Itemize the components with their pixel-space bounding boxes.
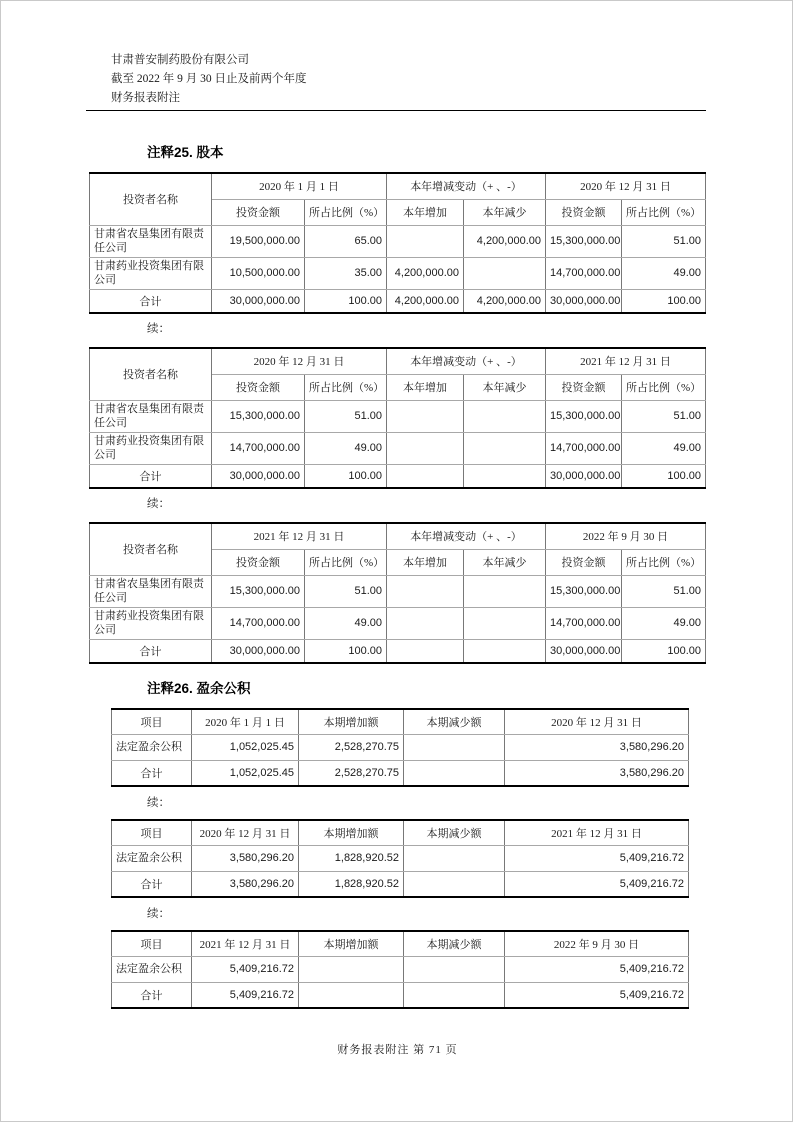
table-row bbox=[90, 257, 706, 289]
col-date-start: 2021 年 12 月 31 日 bbox=[212, 523, 387, 549]
table-row bbox=[90, 400, 706, 432]
table-cell bbox=[404, 982, 505, 1008]
table-cell: 100.00 bbox=[622, 639, 706, 663]
col-item: 项目 bbox=[112, 931, 192, 956]
table-header-row bbox=[112, 931, 689, 956]
table-total-row bbox=[112, 982, 689, 1008]
table-header-row bbox=[90, 348, 706, 374]
table-cell: 35.00 bbox=[305, 257, 387, 289]
table-cell bbox=[387, 607, 464, 639]
investor-name: 甘肃药业投资集团有限公司 bbox=[90, 257, 212, 289]
table-cell bbox=[404, 845, 505, 871]
table-row bbox=[112, 734, 689, 760]
col-date-start: 2021 年 12 月 31 日 bbox=[192, 931, 299, 956]
table-cell bbox=[387, 225, 464, 257]
table-row bbox=[90, 607, 706, 639]
table-cell: 49.00 bbox=[622, 607, 706, 639]
table-cell bbox=[404, 956, 505, 982]
col-date-end: 2020 年 12 月 31 日 bbox=[505, 709, 689, 734]
table-cell bbox=[464, 607, 546, 639]
col-year-change: 本年增减变动（+ 、-） bbox=[387, 173, 546, 199]
table-cell: 100.00 bbox=[305, 639, 387, 663]
col-decrease: 本年减少 bbox=[464, 374, 546, 400]
table-cell: 30,000,000.00 bbox=[546, 464, 622, 488]
table-cell: 30,000,000.00 bbox=[212, 289, 305, 313]
table-row bbox=[90, 575, 706, 607]
continued-label: 续： bbox=[147, 908, 170, 920]
table-cell: 30,000,000.00 bbox=[212, 639, 305, 663]
col-period-increase: 本期增加额 bbox=[299, 709, 404, 734]
table-cell: 5,409,216.72 bbox=[192, 982, 299, 1008]
table-cell: 4,200,000.00 bbox=[387, 257, 464, 289]
col-ratio: 所占比例（%） bbox=[622, 549, 706, 575]
share-capital-table-1 bbox=[89, 172, 706, 314]
table-cell: 49.00 bbox=[622, 432, 706, 464]
table-cell bbox=[387, 464, 464, 488]
table-cell: 51.00 bbox=[305, 400, 387, 432]
col-ratio: 所占比例（%） bbox=[305, 199, 387, 225]
item-name: 法定盈余公积 bbox=[112, 956, 192, 982]
col-amount: 投资金额 bbox=[212, 549, 305, 575]
col-decrease: 本年减少 bbox=[464, 199, 546, 225]
col-amount: 投资金额 bbox=[546, 374, 622, 400]
item-name: 法定盈余公积 bbox=[112, 845, 192, 871]
table-cell: 4,200,000.00 bbox=[387, 289, 464, 313]
table-cell: 14,700,000.00 bbox=[212, 432, 305, 464]
table-cell: 14,700,000.00 bbox=[546, 432, 622, 464]
table-cell: 51.00 bbox=[622, 575, 706, 607]
table-cell: 49.00 bbox=[305, 432, 387, 464]
table-cell bbox=[404, 734, 505, 760]
note26-title: 注释26. 盈余公积 bbox=[147, 681, 251, 696]
surplus-reserve-table-2 bbox=[111, 819, 689, 898]
col-year-change: 本年增减变动（+ 、-） bbox=[387, 348, 546, 374]
table-row bbox=[112, 956, 689, 982]
table-row bbox=[90, 225, 706, 257]
col-year-change: 本年增减变动（+ 、-） bbox=[387, 523, 546, 549]
table-cell: 2,528,270.75 bbox=[299, 734, 404, 760]
total-label: 合计 bbox=[112, 982, 192, 1008]
share-capital-table-3 bbox=[89, 522, 706, 664]
col-ratio: 所占比例（%） bbox=[622, 199, 706, 225]
table-cell: 49.00 bbox=[305, 607, 387, 639]
col-decrease: 本年减少 bbox=[464, 549, 546, 575]
table-cell: 3,580,296.20 bbox=[192, 871, 299, 897]
total-label: 合计 bbox=[90, 464, 212, 488]
table-cell bbox=[464, 464, 546, 488]
table-cell: 5,409,216.72 bbox=[192, 956, 299, 982]
table-cell: 30,000,000.00 bbox=[212, 464, 305, 488]
table-total-row bbox=[112, 871, 689, 897]
table-cell: 15,300,000.00 bbox=[212, 575, 305, 607]
table-cell bbox=[464, 400, 546, 432]
investor-name: 甘肃省农垦集团有限责任公司 bbox=[90, 400, 212, 432]
table-cell: 15,300,000.00 bbox=[546, 400, 622, 432]
col-date-end: 2021 年 12 月 31 日 bbox=[546, 348, 706, 374]
table-total-row bbox=[90, 639, 706, 663]
col-ratio: 所占比例（%） bbox=[305, 549, 387, 575]
table-cell bbox=[299, 982, 404, 1008]
table-cell bbox=[464, 639, 546, 663]
table-cell: 15,300,000.00 bbox=[212, 400, 305, 432]
table-cell: 51.00 bbox=[622, 225, 706, 257]
col-date-start: 2020 年 1 月 1 日 bbox=[212, 173, 387, 199]
table-row bbox=[90, 432, 706, 464]
col-investor-name: 投资者名称 bbox=[90, 173, 212, 225]
table-cell: 1,828,920.52 bbox=[299, 871, 404, 897]
col-amount: 投资金额 bbox=[546, 549, 622, 575]
col-investor-name: 投资者名称 bbox=[90, 348, 212, 400]
col-period-increase: 本期增加额 bbox=[299, 820, 404, 845]
table-total-row bbox=[90, 464, 706, 488]
investor-name: 甘肃省农垦集团有限责任公司 bbox=[90, 575, 212, 607]
table-cell: 100.00 bbox=[305, 289, 387, 313]
table-cell: 51.00 bbox=[305, 575, 387, 607]
col-increase: 本年增加 bbox=[387, 374, 464, 400]
table-cell bbox=[404, 871, 505, 897]
table-cell bbox=[387, 639, 464, 663]
table-header-row bbox=[112, 820, 689, 845]
table-cell: 2,528,270.75 bbox=[299, 760, 404, 786]
table-cell: 10,500,000.00 bbox=[212, 257, 305, 289]
col-date-end: 2022 年 9 月 30 日 bbox=[505, 931, 689, 956]
col-amount: 投资金额 bbox=[212, 374, 305, 400]
table-cell: 15,300,000.00 bbox=[546, 225, 622, 257]
table-cell: 51.00 bbox=[622, 400, 706, 432]
continued-label: 续： bbox=[147, 323, 170, 335]
table-cell: 65.00 bbox=[305, 225, 387, 257]
table-cell bbox=[404, 760, 505, 786]
table-cell: 1,052,025.45 bbox=[192, 760, 299, 786]
total-label: 合计 bbox=[90, 289, 212, 313]
surplus-reserve-table-3 bbox=[111, 930, 689, 1009]
col-amount: 投资金额 bbox=[212, 199, 305, 225]
col-date-end: 2021 年 12 月 31 日 bbox=[505, 820, 689, 845]
surplus-reserve-table-1 bbox=[111, 708, 689, 787]
table-row bbox=[112, 845, 689, 871]
document-title: 财务报表附注 bbox=[111, 92, 180, 104]
table-cell: 5,409,216.72 bbox=[505, 845, 689, 871]
table-cell bbox=[387, 400, 464, 432]
note25-title: 注释25. 股本 bbox=[147, 145, 224, 160]
col-period-decrease: 本期减少额 bbox=[404, 931, 505, 956]
table-cell bbox=[387, 432, 464, 464]
company-name: 甘肃普安制药股份有限公司 bbox=[111, 54, 249, 66]
table-cell: 19,500,000.00 bbox=[212, 225, 305, 257]
report-period: 截至 2022 年 9 月 30 日止及前两个年度 bbox=[111, 73, 307, 85]
table-cell: 5,409,216.72 bbox=[505, 871, 689, 897]
investor-name: 甘肃药业投资集团有限公司 bbox=[90, 607, 212, 639]
investor-name: 甘肃省农垦集团有限责任公司 bbox=[90, 225, 212, 257]
table-total-row bbox=[90, 289, 706, 313]
table-cell: 15,300,000.00 bbox=[546, 575, 622, 607]
investor-name: 甘肃药业投资集团有限公司 bbox=[90, 432, 212, 464]
continued-label: 续： bbox=[147, 498, 170, 510]
table-header-row bbox=[112, 709, 689, 734]
document-header bbox=[111, 51, 307, 108]
col-period-decrease: 本期减少额 bbox=[404, 820, 505, 845]
table-cell: 14,700,000.00 bbox=[212, 607, 305, 639]
item-name: 法定盈余公积 bbox=[112, 734, 192, 760]
share-capital-table-2 bbox=[89, 347, 706, 489]
table-cell: 5,409,216.72 bbox=[505, 982, 689, 1008]
total-label: 合计 bbox=[112, 760, 192, 786]
col-date-start: 2020 年 1 月 1 日 bbox=[192, 709, 299, 734]
table-cell: 1,828,920.52 bbox=[299, 845, 404, 871]
table-cell: 3,580,296.20 bbox=[192, 845, 299, 871]
table-cell: 4,200,000.00 bbox=[464, 225, 546, 257]
table-cell bbox=[299, 956, 404, 982]
table-header-row bbox=[90, 523, 706, 549]
table-header-row bbox=[90, 173, 706, 199]
col-ratio: 所占比例（%） bbox=[622, 374, 706, 400]
col-item: 项目 bbox=[112, 709, 192, 734]
table-cell: 4,200,000.00 bbox=[464, 289, 546, 313]
table-cell: 100.00 bbox=[305, 464, 387, 488]
table-cell: 5,409,216.72 bbox=[505, 956, 689, 982]
table-cell bbox=[464, 257, 546, 289]
table-cell: 1,052,025.45 bbox=[192, 734, 299, 760]
table-cell: 14,700,000.00 bbox=[546, 257, 622, 289]
table-cell: 3,580,296.20 bbox=[505, 760, 689, 786]
col-period-increase: 本期增加额 bbox=[299, 931, 404, 956]
table-cell: 14,700,000.00 bbox=[546, 607, 622, 639]
table-cell: 30,000,000.00 bbox=[546, 289, 622, 313]
table-cell: 3,580,296.20 bbox=[505, 734, 689, 760]
table-cell: 100.00 bbox=[622, 464, 706, 488]
col-amount: 投资金额 bbox=[546, 199, 622, 225]
table-cell bbox=[464, 575, 546, 607]
col-item: 项目 bbox=[112, 820, 192, 845]
total-label: 合计 bbox=[112, 871, 192, 897]
col-increase: 本年增加 bbox=[387, 549, 464, 575]
col-date-start: 2020 年 12 月 31 日 bbox=[192, 820, 299, 845]
col-ratio: 所占比例（%） bbox=[305, 374, 387, 400]
col-investor-name: 投资者名称 bbox=[90, 523, 212, 575]
col-period-decrease: 本期减少额 bbox=[404, 709, 505, 734]
col-date-end: 2020 年 12 月 31 日 bbox=[546, 173, 706, 199]
col-date-end: 2022 年 9 月 30 日 bbox=[546, 523, 706, 549]
page-footer: 财务报表附注 第 71 页 bbox=[337, 1044, 458, 1056]
table-cell bbox=[387, 575, 464, 607]
col-increase: 本年增加 bbox=[387, 199, 464, 225]
header-divider bbox=[86, 110, 706, 111]
table-cell: 100.00 bbox=[622, 289, 706, 313]
table-cell bbox=[464, 432, 546, 464]
table-cell: 30,000,000.00 bbox=[546, 639, 622, 663]
table-cell: 49.00 bbox=[622, 257, 706, 289]
continued-label: 续： bbox=[147, 797, 170, 809]
col-date-start: 2020 年 12 月 31 日 bbox=[212, 348, 387, 374]
total-label: 合计 bbox=[90, 639, 212, 663]
table-total-row bbox=[112, 760, 689, 786]
